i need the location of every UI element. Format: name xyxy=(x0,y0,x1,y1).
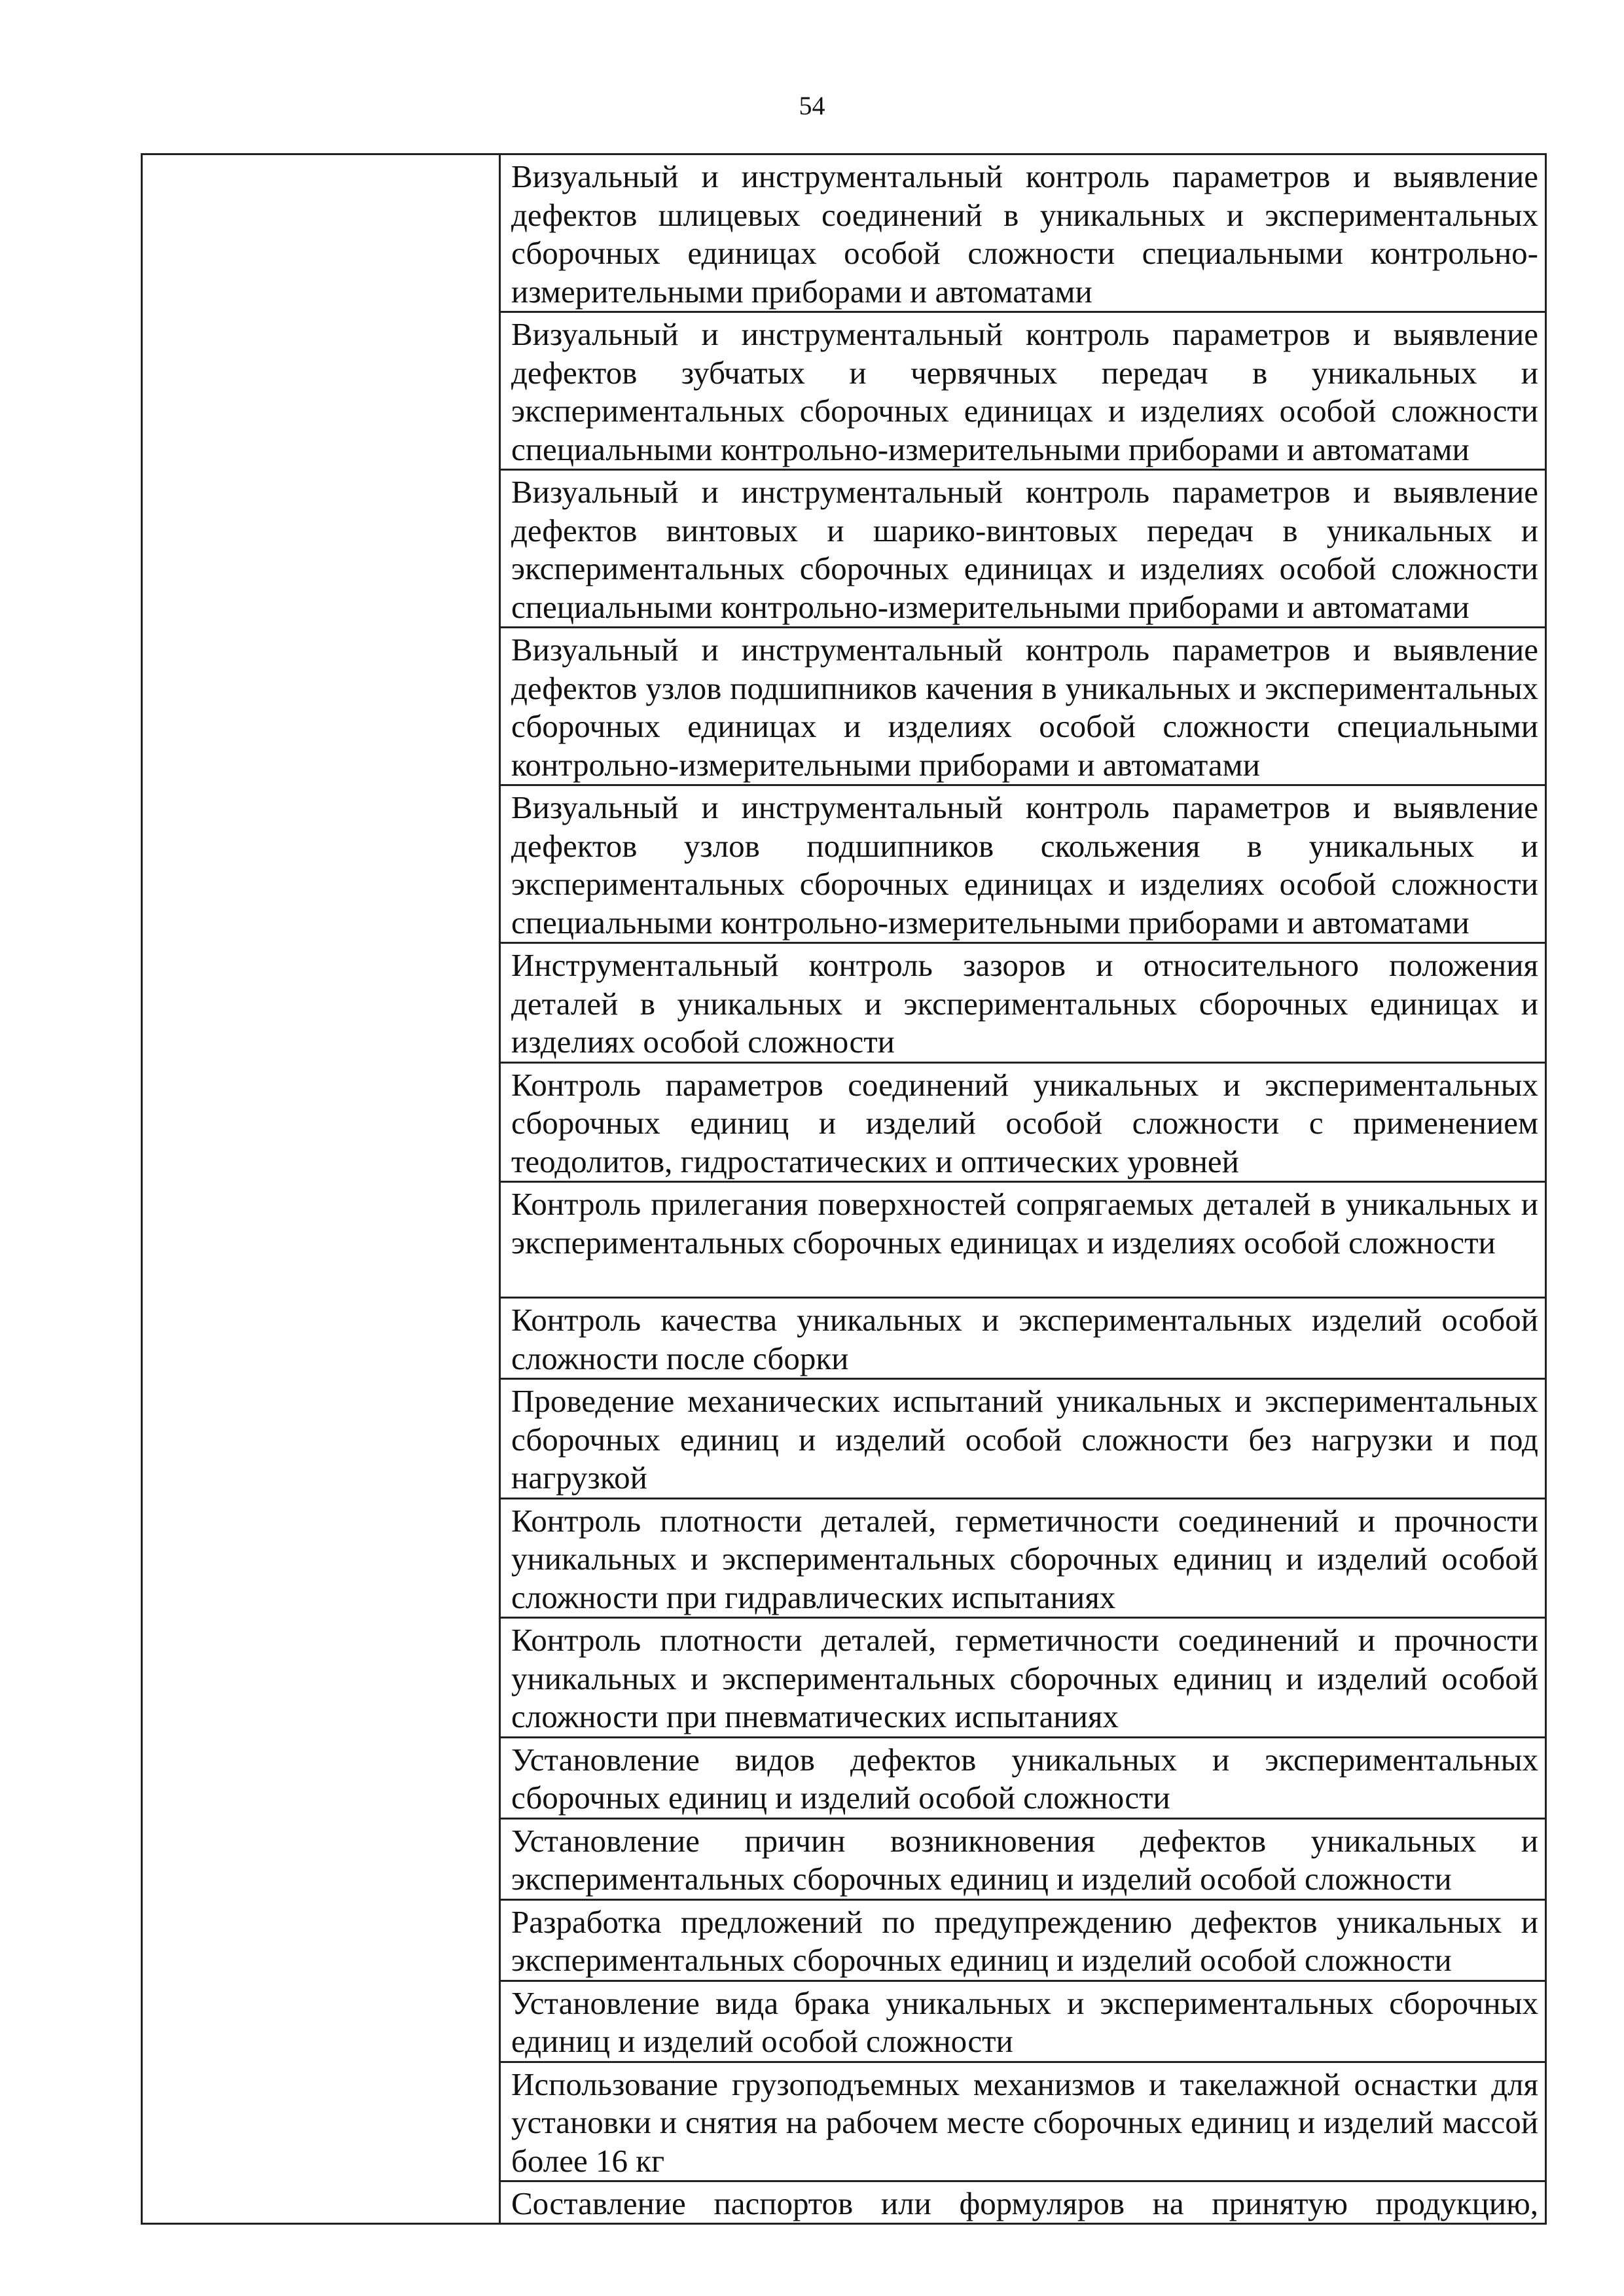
action-cell xyxy=(500,1618,1546,1738)
action-text: Визуальный и инструментальный контроль параметров и выявление дефектов узлов подшипников скольжения в уникальных и экспериментальных сборочных единицах и изделиях особой сложности специальными контрольно-измерительными приборами и автоматами xyxy=(511,789,1538,941)
action-text: Составление паспортов или формуляров на принятую продукцию, xyxy=(511,2185,1538,2221)
action-cell xyxy=(500,154,1546,312)
action-cell xyxy=(500,1737,1546,1818)
action-text: Визуальный и инструментальный контроль параметров и выявление дефектов узлов подшипников качения в уникальных и экспериментальных сборочных единицах и изделиях особой сложности специальными контрольно-измерительными приборами и автоматами xyxy=(511,632,1538,783)
action-cell xyxy=(500,628,1546,785)
action-text: Контроль плотности деталей, герметичности соединений и прочности уникальных и экспериментальных сборочных единиц и изделий особой сложности при гидравлических испытаниях xyxy=(511,1502,1538,1615)
action-text: Разработка предложений по предупреждению дефектов уникальных и экспериментальных сборочных единиц и изделий особой сложности xyxy=(511,1903,1538,1978)
action-text: Контроль качества уникальных и экспериментальных изделий особой сложности после сборки xyxy=(511,1302,1538,1376)
action-cell xyxy=(500,312,1546,470)
action-cell xyxy=(500,1182,1546,1298)
action-text: Визуальный и инструментальный контроль параметров и выявление дефектов шлицевых соединений в уникальных и экспериментальных сборочных единицах особой сложности специальными контрольно-измерительными приборами и автоматами xyxy=(511,158,1538,310)
action-text: Контроль прилегания поверхностей сопрягаемых деталей в уникальных и экспериментальных сборочных единицах и изделиях особой сложности xyxy=(511,1186,1538,1261)
action-cell xyxy=(500,1379,1546,1499)
action-text: Контроль параметров соединений уникальных и экспериментальных сборочных единиц и изделий особой сложности с применением теодолитов, гидростатических и оптических уровней xyxy=(511,1066,1538,1179)
action-cell xyxy=(500,2181,1546,2224)
action-cell xyxy=(500,1062,1546,1182)
action-cell xyxy=(500,1899,1546,1981)
action-cell xyxy=(500,1981,1546,2062)
action-cell xyxy=(500,943,1546,1063)
action-cell xyxy=(500,470,1546,628)
left-column-cell xyxy=(142,154,500,2224)
action-text: Визуальный и инструментальный контроль параметров и выявление дефектов зубчатых и червячных передач в уникальных и экспериментальных сборочных единицах и изделиях особой сложности специальными контрольно-измерительными приборами и автоматами xyxy=(511,316,1538,467)
table-row xyxy=(142,154,1546,312)
action-text: Использование грузоподъемных механизмов и такелажной оснастки для установки и снятия на рабочем месте сборочных единиц и изделий массой более 16 кг xyxy=(511,2066,1538,2179)
action-cell xyxy=(500,2062,1546,2181)
action-text: Контроль плотности деталей, герметичности соединений и прочности уникальных и экспериментальных сборочных единиц и изделий особой сложности при пневматических испытаниях xyxy=(511,1622,1538,1734)
action-text: Установление причин возникновения дефектов уникальных и экспериментальных сборочных единиц и изделий особой сложности xyxy=(511,1822,1538,1897)
action-text: Инструментальный контроль зазоров и относительного положения деталей в уникальных и экспериментальных сборочных единицах и изделиях особой сложности xyxy=(511,947,1538,1060)
page-number: 54 xyxy=(799,91,825,120)
action-text: Проведение механических испытаний уникальных и экспериментальных сборочных единиц и изделий особой сложности без нагрузки и под нагрузкой xyxy=(511,1383,1538,1496)
action-cell xyxy=(500,785,1546,943)
action-cell xyxy=(500,1818,1546,1899)
action-text: Установление видов дефектов уникальных и экспериментальных сборочных единиц и изделий особой сложности xyxy=(511,1741,1538,1816)
action-cell xyxy=(500,1498,1546,1618)
action-text: Визуальный и инструментальный контроль параметров и выявление дефектов винтовых и шарико-винтовых передач в уникальных и экспериментальных сборочных единицах и изделиях особой сложности специальными контрольно-измерительными приборами и автоматами xyxy=(511,474,1538,625)
labor-functions-table xyxy=(141,153,1547,2225)
action-cell xyxy=(500,1298,1546,1379)
action-text: Установление вида брака уникальных и экспериментальных сборочных единиц и изделий особой сложности xyxy=(511,1984,1538,2059)
